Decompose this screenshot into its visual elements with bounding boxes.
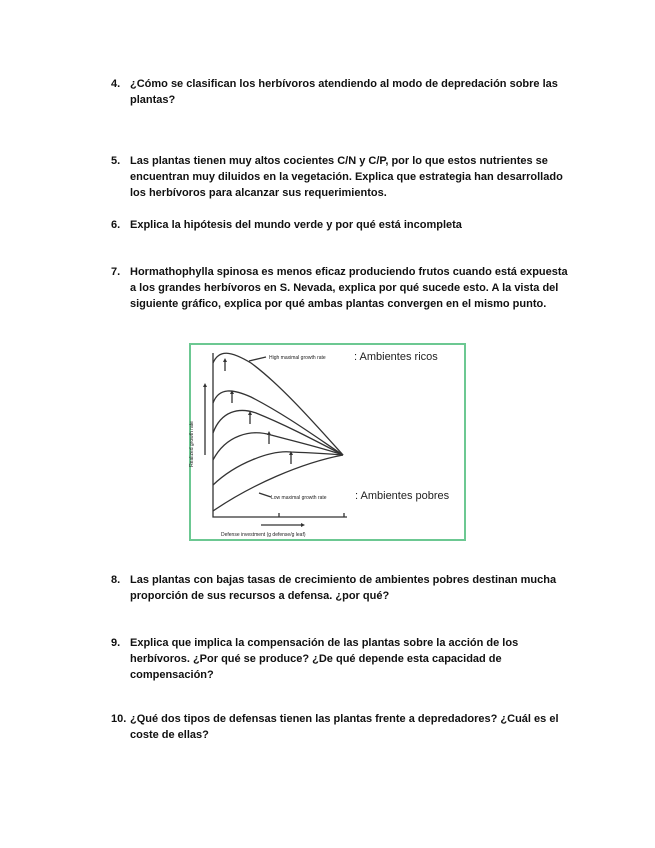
question-10 — [111, 711, 571, 743]
question-text: Explica que implica la compensación de las plantas sobre la acción de los herbívoros. ¿Por qué se produce? ¿De qué depende esta capacidad de compensación? — [130, 637, 519, 681]
question-text: ¿Qué dos tipos de defensas tienen las plantas frente a depredadores? ¿Cuál es el coste de ellas? — [130, 713, 559, 741]
question-text: Las plantas con bajas tasas de crecimiento de ambientes pobres destinan mucha proporción de sus recursos a defensa. ¿por qué? — [130, 574, 557, 602]
question-text: Hormathophylla spinosa es menos eficaz produciendo frutos cuando está expuesta a los grandes herbívoros en S. Nevada, explica por qué sucede esto. A la vista del siguiente gráfico, explica por qué ambas plantas convergen en el mismo punto. — [130, 266, 568, 310]
question-text: Explica la hipótesis del mundo verde y por qué está incompleta — [130, 219, 462, 231]
y-axis-label: Realized growth rate — [188, 421, 195, 467]
question-9 — [111, 635, 571, 683]
arrows — [225, 360, 291, 464]
curve-6 — [213, 455, 343, 511]
poor-environments-label: : Ambientes pobres — [355, 490, 450, 502]
curve-5 — [213, 452, 343, 485]
question-4 — [111, 76, 571, 108]
low-growth-label: Low maximal growth rate — [271, 495, 327, 501]
figure-graph — [188, 345, 464, 539]
question-number: 9. — [111, 637, 121, 649]
question-text: Las plantas tienen muy altos cocientes C/N y C/P, por lo que estos nutrientes se encuentran muy diluidos en la vegetación. Explica que estrategia han desarrollado los herbívoros para alcanzar sus requerimientos. — [130, 155, 563, 199]
question-7 — [111, 264, 571, 312]
question-number: 7. — [111, 266, 121, 278]
question-text: ¿Cómo se clasifican los herbívoros atendiendo al modo de depredación sobre las plantas? — [130, 78, 558, 106]
question-6 — [111, 217, 571, 233]
y-axis — [213, 353, 347, 517]
rich-environments-label: : Ambientes ricos — [354, 351, 438, 363]
pointer-low — [259, 493, 271, 497]
question-number: 4. — [111, 78, 121, 90]
question-number: 10. — [111, 713, 127, 725]
question-5 — [111, 153, 571, 201]
question-8 — [111, 572, 571, 604]
curve-4 — [213, 433, 343, 460]
growth-defense-figure — [189, 343, 466, 541]
question-number: 6. — [111, 219, 121, 231]
high-growth-label: High maximal growth rate — [269, 355, 326, 361]
x-axis-label: Defense investment (g defense/g leaf) — [221, 532, 306, 538]
question-number: 5. — [111, 155, 121, 167]
pointer-high — [249, 357, 266, 361]
question-number: 8. — [111, 574, 121, 586]
